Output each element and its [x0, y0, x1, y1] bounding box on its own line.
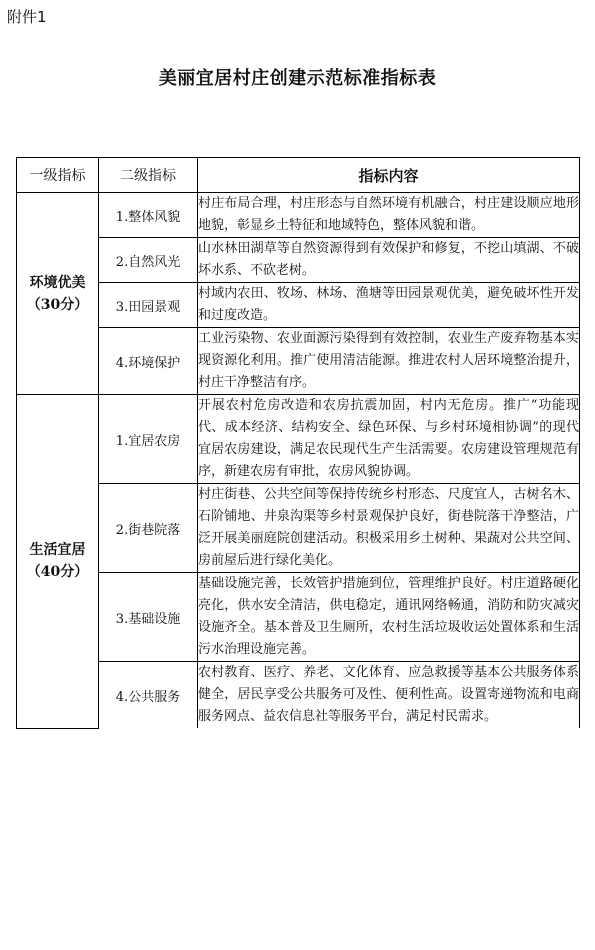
- level2-indicator: 3.田园景观: [99, 283, 198, 328]
- level2-indicator: 1.整体风貌: [99, 193, 198, 238]
- level1-cell: [17, 193, 99, 395]
- header-level1: 一级指标: [17, 158, 99, 193]
- indicator-content: 山水林田湖草等自然资源得到有效保护和修复，不挖山填湖、不破坏水系、不砍老树。: [198, 238, 580, 283]
- attachment-label: 附件1: [7, 8, 47, 26]
- header-content: 指标内容: [198, 158, 580, 193]
- level2-indicator: 1.宜居农房: [99, 395, 198, 484]
- level1-score: （30分）: [26, 296, 89, 313]
- header-level2: 二级指标: [99, 158, 198, 193]
- indicator-content: 村庄布局合理，村庄形态与自然环境有机融合，村庄建设顺应地形地貌，彰显乡土特征和地域特色，整体风貌和谐。: [198, 193, 580, 238]
- level2-indicator: 2.自然风光: [99, 238, 198, 283]
- table-row: [17, 283, 580, 328]
- indicator-content: 开展农村危房改造和农房抗震加固，村内无危房。推广“功能现代、成本经济、结构安全、绿色环保、与乡村环境相协调”的现代宜居农房建设，满足农民现代生产生活需要。农房建设管理规范有序，新建农房有审批，农房风貌协调。: [198, 395, 580, 484]
- indicator-content: 基础设施完善，长效管护措施到位，管理维护良好。村庄道路硬化亮化，供水安全清洁，供电稳定，通讯网络畅通，消防和防灾减灾设施齐全。基本普及卫生厕所，农村生活垃圾收运处置体系和生活污水治理设施完善。: [198, 573, 580, 662]
- table-row: [17, 573, 580, 662]
- table-row: [17, 484, 580, 573]
- table-row: [17, 395, 580, 484]
- indicator-content: 工业污染物、农业面源污染得到有效控制，农业生产废弃物基本实现资源化利用。推广使用清洁能源。推进农村人居环境整治提升，村庄干净整洁有序。: [198, 328, 580, 395]
- level1-name: 生活宜居: [29, 542, 86, 559]
- indicator-table: [16, 157, 580, 729]
- document-title: 美丽宜居村庄创建示范标准指标表: [158, 68, 437, 89]
- table-row: [17, 193, 580, 238]
- indicator-content: 村庄街巷、公共空间等保持传统乡村形态、尺度宜人，古树名木、石阶铺地、井泉沟渠等乡村景观保护良好，街巷院落干净整洁，广泛开展美丽庭院创建活动。积极采用乡土树种、果蔬对公共空间、房前屋后进行绿化美化。: [198, 484, 580, 573]
- level1-score: （40分）: [26, 564, 89, 581]
- indicator-content: 村域内农田、牧场、林场、渔塘等田园景观优美，避免破坏性开发和过度改造。: [198, 283, 580, 328]
- level1-name: 环境优美: [29, 274, 86, 291]
- level2-indicator: 4.环境保护: [99, 328, 198, 395]
- level1-cell: [17, 395, 99, 729]
- indicator-content: 农村教育、医疗、养老、文化体育、应急救援等基本公共服务体系健全，居民享受公共服务可及性、便利性高。设置寄递物流和电商服务网点、益农信息社等服务平台，满足村民需求。: [198, 662, 580, 729]
- table-row: [17, 238, 580, 283]
- level2-indicator: 4.公共服务: [99, 662, 198, 729]
- level2-indicator: 2.街巷院落: [99, 484, 198, 573]
- table-header-row: [17, 158, 580, 193]
- table-row: [17, 662, 580, 729]
- level2-indicator: 3.基础设施: [99, 573, 198, 662]
- table-row: [17, 328, 580, 395]
